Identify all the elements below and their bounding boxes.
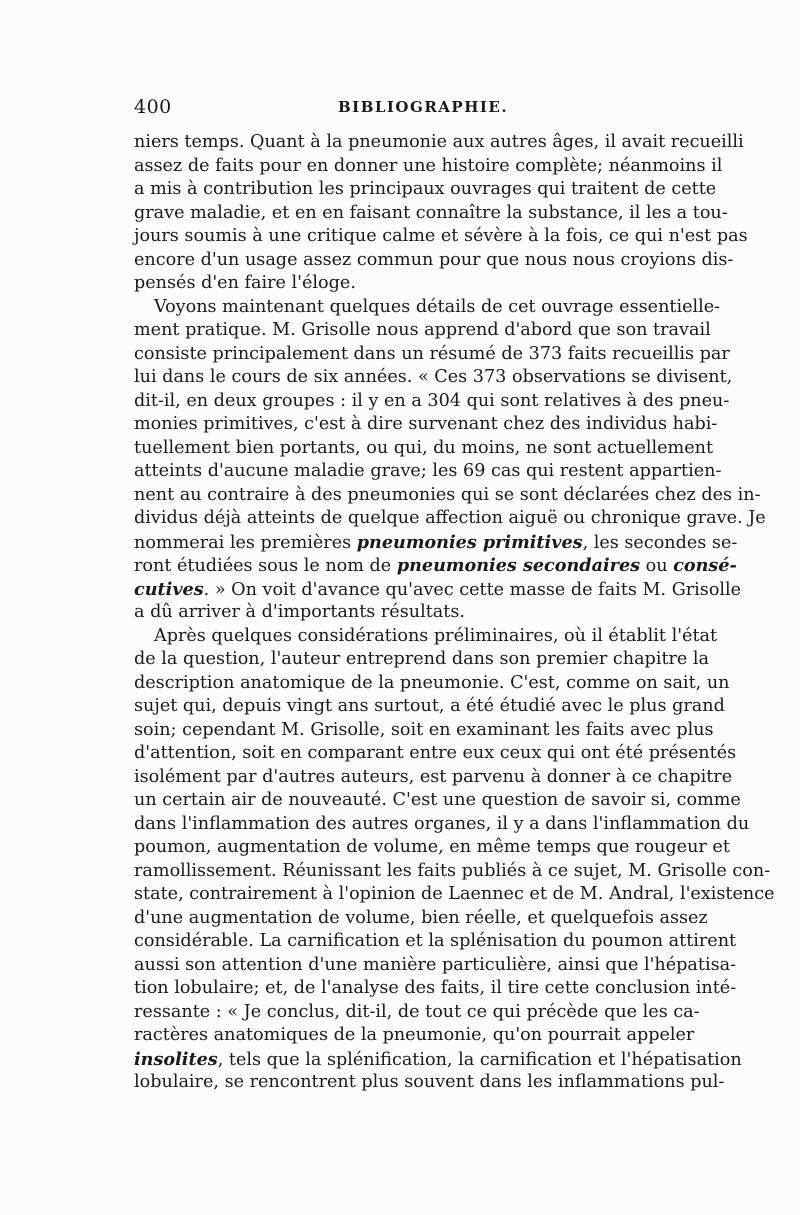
text-segment: dit-il, en deux groupes : il y en a 304 qui sont relatives à des pneu- [134, 390, 730, 411]
text-segment: isolément par d'autres auteurs, est parvenu à donner à ce chapitre [134, 766, 733, 787]
italic-term: consé- [673, 555, 737, 576]
italic-term: insolites [134, 1048, 218, 1070]
text-segment: jours soumis à une critique calme et sévère à la fois, ce qui n'est pas [134, 226, 748, 246]
text-line [134, 507, 766, 531]
text-segment: . » On voit d'avance qu'avec cette masse de faits M. Grisolle [203, 579, 742, 600]
text-line [134, 648, 710, 672]
text-segment: consiste principalement dans un résumé de 373 faits recueillis par [134, 343, 730, 364]
text-line [134, 296, 721, 320]
text-segment: lui dans le cours de six années. « Ces 373 observations se divisent, [134, 367, 733, 387]
text-line [134, 155, 723, 179]
text-line [134, 202, 728, 226]
text-line [134, 813, 750, 837]
text-line [134, 930, 737, 954]
text-segment: d'attention, soit en comparant entre eux ceux qui ont été présentés [134, 743, 737, 763]
text-segment: ractères anatomiques de la pneumonie, qu'on pourrait appeler [134, 1025, 695, 1045]
text-segment: monies primitives, c'est à dire survenant chez des individus habi- [134, 414, 718, 434]
running-title: BIBLIOGRAPHIE. [338, 98, 509, 116]
text-line [134, 413, 718, 437]
italic-term: pneumonies secondaires [396, 555, 641, 576]
text-line [134, 460, 722, 484]
text-segment: encore d'un usage assez commun pour que nous nous croyions dis- [134, 249, 734, 270]
text-line [134, 366, 733, 390]
text-segment: assez de faits pour en donner une histoire complète; néanmoins il [134, 155, 723, 176]
text-line [134, 178, 717, 202]
text-segment: lobulaire, se rencontrent plus souvent dans les inflammations pul- [134, 1072, 725, 1092]
text-line [134, 789, 741, 813]
text-line [134, 1024, 695, 1048]
text-line [134, 672, 730, 696]
text-segment: Voyons maintenant quelques détails de cet ouvrage essentielle- [154, 296, 721, 317]
text-segment: ront étudiées sous le nom de [134, 556, 397, 576]
body-text [134, 131, 775, 1095]
text-line [134, 1001, 700, 1025]
text-segment: Après quelques considérations préliminaires, où il établit l'état [154, 625, 718, 646]
text-line [134, 625, 718, 649]
text-segment: un certain air de nouveauté. C'est une question de savoir si, comme [134, 790, 741, 810]
text-line [134, 319, 711, 343]
page-number: 400 [134, 96, 172, 118]
text-line [134, 860, 771, 884]
text-segment: atteints d'aucune maladie grave; les 69 cas qui restent appartien- [134, 461, 722, 481]
text-segment: description anatomique de la pneumonie. C'est, comme on sait, un [134, 672, 730, 693]
text-segment: dans l'inflammation des autres organes, il y a dans l'inflammation du [134, 813, 750, 834]
text-line [134, 390, 730, 414]
text-line [134, 343, 730, 367]
text-segment: nent au contraire à des pneumonies qui se sont déclarées chez des in- [134, 484, 761, 505]
text-segment: tion lobulaire; et, de l'analyse des faits, il tire cette conclusion inté- [134, 978, 737, 998]
text-line [134, 1048, 742, 1072]
text-segment: de la question, l'auteur entreprend dans son premier chapitre la [134, 649, 710, 669]
text-segment: ou [640, 556, 674, 576]
text-segment: ment pratique. M. Grisolle nous apprend d'abord que son travail [134, 320, 711, 340]
text-line [134, 131, 744, 155]
text-segment: a dû arriver à d'importants résultats. [134, 602, 465, 622]
text-segment: dividus déjà atteints de quelque affection aiguë ou chronique grave. Je [134, 508, 766, 528]
page-header [134, 96, 670, 122]
text-line [134, 578, 742, 602]
text-segment: , les secondes se- [582, 532, 738, 553]
italic-term: cutives [134, 578, 204, 600]
text-line [134, 272, 670, 296]
text-line [134, 954, 737, 978]
text-line [134, 225, 748, 249]
text-line [134, 484, 761, 508]
text-segment: tuellement bien portants, ou qui, du moins, ne sont actuellement [134, 437, 714, 458]
text-segment: soin; cependant M. Grisolle, soit en examinant les faits avec plus [134, 719, 714, 740]
text-segment: niers temps. Quant à la pneumonie aux autres âges, il avait recueilli [134, 132, 744, 152]
text-line [134, 554, 737, 578]
text-segment: d'une augmentation de volume, bien réelle, et quelquefois assez [134, 907, 708, 928]
text-segment: nommerai les premières [134, 532, 357, 553]
italic-term: pneumonies primitives [356, 531, 583, 553]
text-line [134, 1071, 725, 1095]
text-line [134, 601, 670, 625]
text-segment: ramollissement. Réunissant les faits publiés à ce sujet, M. Grisolle con- [134, 860, 771, 881]
text-line [134, 695, 725, 719]
text-line [134, 883, 775, 907]
text-segment: sujet qui, depuis vingt ans surtout, a été étudié avec le plus grand [134, 696, 725, 716]
text-line [134, 907, 708, 931]
text-line [134, 531, 738, 555]
text-segment: grave maladie, et en en faisant connaître la substance, il les a tou- [134, 202, 728, 223]
text-line [134, 766, 733, 790]
text-line [134, 719, 714, 743]
text-segment: ressante : « Je conclus, dit-il, de tout ce qui précède que les ca- [134, 1001, 700, 1022]
text-line [134, 836, 730, 860]
text-segment: considérable. La carnification et la splénisation du poumon attirent [134, 931, 737, 951]
text-segment: state, contrairement à l'opinion de Laennec et de M. Andral, l'existence [134, 884, 775, 904]
text-line [134, 977, 737, 1001]
text-line [134, 249, 734, 273]
text-line [134, 437, 714, 461]
text-segment: aussi son attention d'une manière particulière, ainsi que l'hépatisa- [134, 954, 737, 975]
text-segment: a mis à contribution les principaux ouvrages qui traitent de cette [134, 179, 717, 199]
text-line [134, 742, 737, 766]
text-segment: poumon, augmentation de volume, en même temps que rougeur et [134, 837, 730, 857]
text-segment: , tels que la splénification, la carnification et l'hépatisation [217, 1049, 742, 1070]
text-segment: pensés d'en faire l'éloge. [134, 273, 356, 293]
